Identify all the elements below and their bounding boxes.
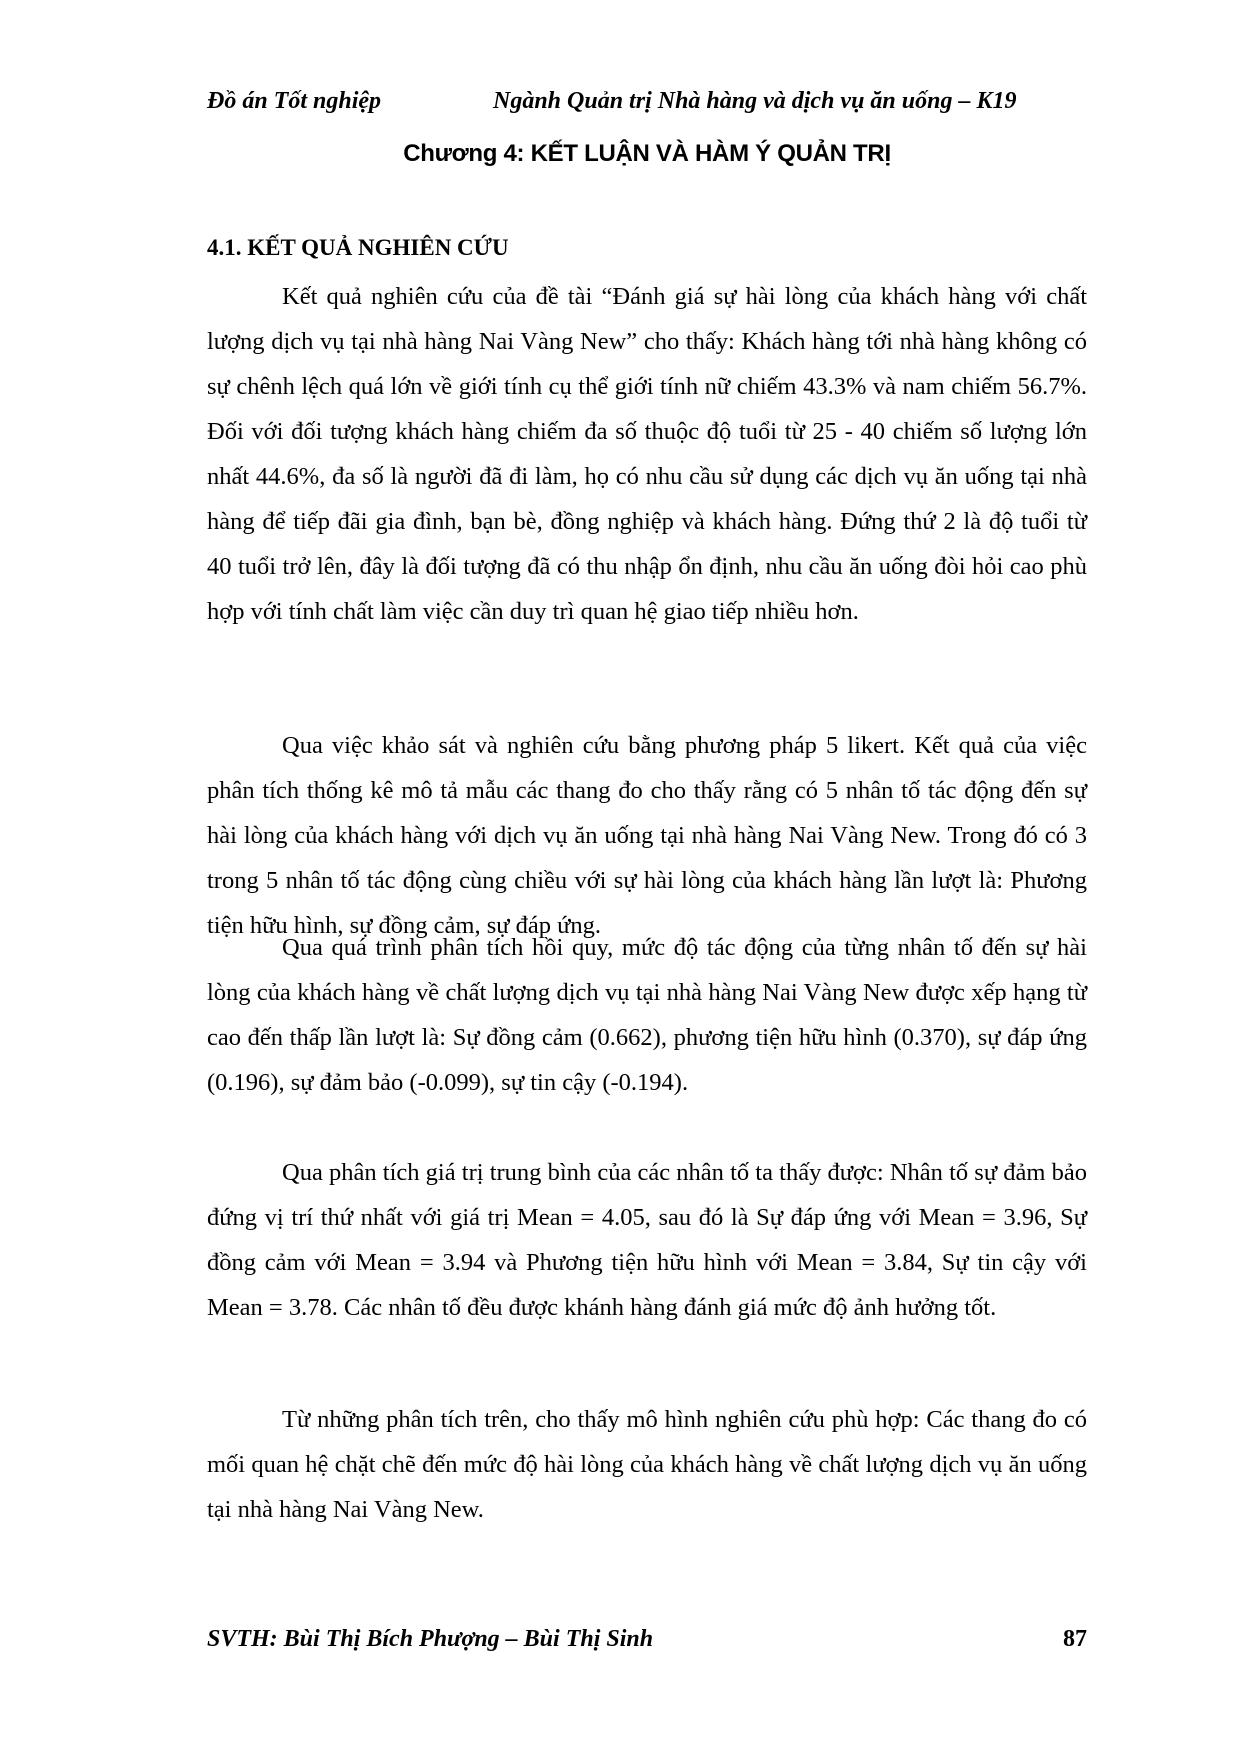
footer-authors: SVTH: Bùi Thị Bích Phượng – Bùi Thị Sinh bbox=[207, 1626, 654, 1652]
paragraph-5 bbox=[207, 1397, 1087, 1532]
paragraph-4 bbox=[207, 1150, 1087, 1330]
paragraph-text: Từ những phân tích trên, cho thấy mô hình nghiên cứu phù hợp: Các thang đo có mối quan hệ chặt chẽ đến mức độ hài lòng của khách hàng về chất lượng dịch vụ ăn uống tại nhà hàng Nai Vàng New. bbox=[207, 1406, 1087, 1523]
paragraph-text: Qua việc khảo sát và nghiên cứu bằng phương pháp 5 likert. Kết quả của việc phân tích thống kê mô tả mẫu các thang đo cho thấy rằng có 5 nhân tố tác động đến sự hài lòng của khách hàng với dịch vụ ăn uống tại nhà hàng Nai Vàng New. Trong đó có 3 trong 5 nhân tố tác động cùng chiều với sự hài lòng của khách hàng lần lượt là: Phương tiện hữu hình, sự đồng cảm, sự đáp ứng. bbox=[207, 732, 1087, 939]
paragraph-text: Qua quá trình phân tích hồi quy, mức độ tác động của từng nhân tố đến sự hài lòng của khách hàng về chất lượng dịch vụ tại nhà hàng Nai Vàng New được xếp hạng từ cao đến thấp lần lượt là: Sự đồng cảm (0.662), phương tiện hữu hình (0.370), sự đáp ứng (0.196), sự đảm bảo (-0.099), sự tin cậy (-0.194). bbox=[207, 934, 1087, 1096]
header-thesis-label: Đồ án Tốt nghiệp bbox=[207, 88, 382, 114]
section-heading: 4.1. KẾT QUẢ NGHIÊN CỨU bbox=[207, 235, 509, 260]
paragraph-1 bbox=[207, 274, 1087, 634]
paragraph-text: Kết quả nghiên cứu của đề tài “Đánh giá sự hài lòng của khách hàng với chất lượng dịch vụ tại nhà hàng Nai Vàng New” cho thấy: Khách hàng tới nhà hàng không có sự chênh lệch quá lớn về giới tính cụ thể giới tính nữ chiếm 43.3% và nam chiếm 56.7%. Đối với đối tượng khách hàng chiếm đa số thuộc độ tuổi từ 25 - 40 chiếm số lượng lớn nhất 44.6%, đa số là người đã đi làm, họ có nhu cầu sử dụng các dịch vụ ăn uống tại nhà hàng để tiếp đãi gia đình, bạn bè, đồng nghiệp và khách hàng. Đứng thứ 2 là độ tuổi từ 40 tuổi trở lên, đây là đối tượng đã có thu nhập ổn định, nhu cầu ăn uống đòi hỏi cao phù hợp với tính chất làm việc cần duy trì quan hệ giao tiếp nhiều hơn. bbox=[207, 283, 1087, 625]
chapter-title: Chương 4: KẾT LUẬN VÀ HÀM Ý QUẢN TRỊ bbox=[403, 140, 891, 167]
paragraph-3 bbox=[207, 925, 1087, 1105]
header-program-label: Ngành Quản trị Nhà hàng và dịch vụ ăn uống – K19 bbox=[493, 88, 1017, 114]
page-footer bbox=[207, 1624, 1087, 1654]
paragraph-text: Qua phân tích giá trị trung bình của các nhân tố ta thấy được: Nhân tố sự đảm bảo đứng vị trí thứ nhất với giá trị Mean = 4.05, sau đó là Sự đáp ứng với Mean = 3.96, Sự đồng cảm với Mean = 3.94 và Phương tiện hữu hình với Mean = 3.84, Sự tin cậy với Mean = 3.78. Các nhân tố đều được khánh hàng đánh giá mức độ ảnh hưởng tốt. bbox=[207, 1159, 1087, 1321]
paragraph-2 bbox=[207, 723, 1087, 948]
page-number: 87 bbox=[1063, 1626, 1087, 1652]
